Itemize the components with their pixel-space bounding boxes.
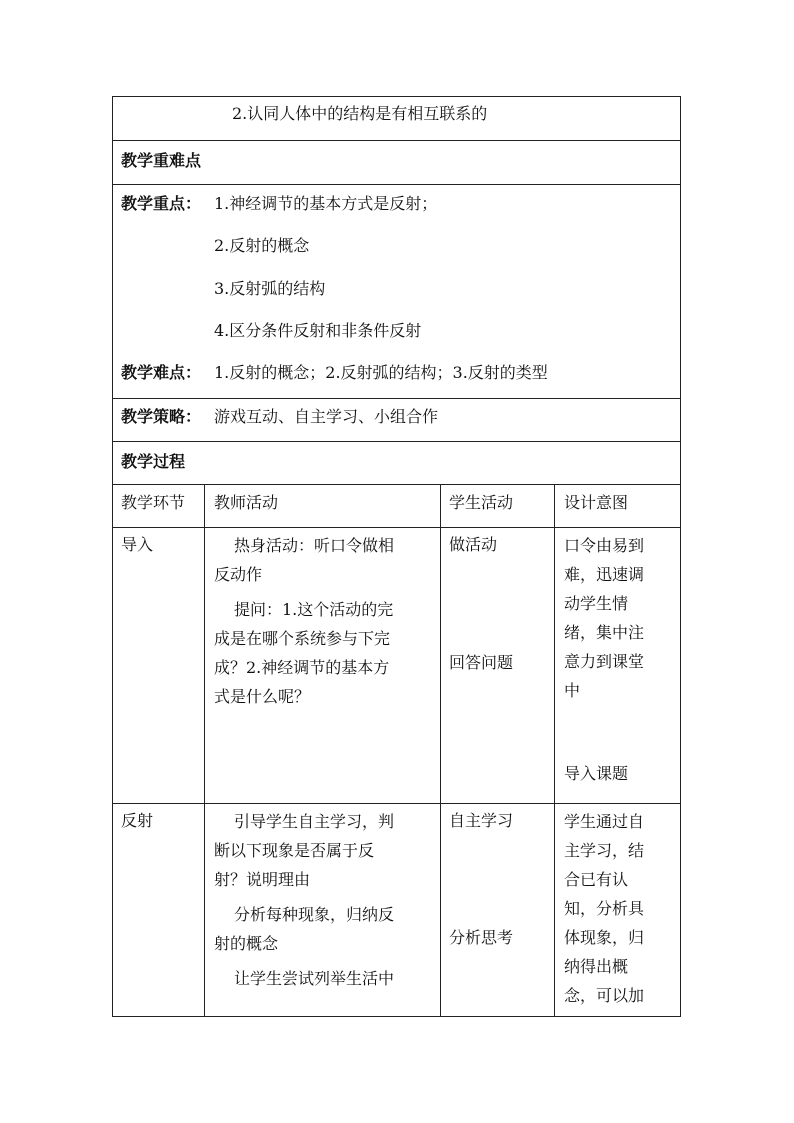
key-points-label: 教学重点： <box>121 194 202 213</box>
process-heading-row <box>113 442 680 485</box>
text-line: 知，分析具 <box>564 899 645 918</box>
student-activity: 分析思考 <box>449 928 514 947</box>
strategy-text: 游戏互动、自主学习、小组合作 <box>214 407 439 426</box>
text-line: 热身活动：听口令做相 <box>234 536 395 555</box>
teacher-cell <box>214 807 434 993</box>
objective-text: 2.认同人体中的结构是有相互联系的 <box>232 104 488 123</box>
text-line: 让学生尝试列举生活中 <box>234 969 395 988</box>
text-line: 中 <box>564 681 581 700</box>
text-line: 射？说明理由 <box>214 870 311 889</box>
text-line: 意力到课堂 <box>564 652 645 671</box>
process-heading: 教学过程 <box>121 452 186 471</box>
intent-cell <box>564 531 674 705</box>
text-line: 成是在哪个系统参与下完 <box>214 629 391 648</box>
process-table <box>113 485 680 1016</box>
table-row <box>113 528 680 804</box>
objective-row <box>113 97 680 141</box>
strategy-label: 教学策略： <box>121 407 202 426</box>
key-point-1: 1.神经调节的基本方式是反射； <box>214 194 438 213</box>
difficult-points-label: 教学难点： <box>121 363 202 382</box>
key-point-2: 2.反射的概念 <box>214 236 310 255</box>
table-header-row <box>113 485 680 528</box>
student-activity: 自主学习 <box>449 811 514 830</box>
text-line: 提问：1.这个活动的完 <box>234 600 394 619</box>
stage-cell: 导入 <box>121 535 154 554</box>
student-activity: 回答问题 <box>449 653 514 672</box>
difficult-points-text: 1.反射的概念；2.反射弧的结构；3.反射的类型 <box>214 363 548 382</box>
key-difficult-heading: 教学重难点 <box>121 151 202 170</box>
key-point-4: 4.区分条件反射和非条件反射 <box>214 321 422 340</box>
text-line: 分析每种现象，归纳反 <box>234 905 395 924</box>
table-row <box>113 804 680 1016</box>
text-line: 难，迅速调 <box>564 565 645 584</box>
stage-cell: 反射 <box>121 811 154 830</box>
text-line: 绪，集中注 <box>564 623 645 642</box>
text-line: 念，可以加 <box>564 986 645 1005</box>
text-line: 式是什么呢？ <box>214 687 311 706</box>
text-line: 引导学生自主学习，判 <box>234 812 395 831</box>
key-point-3: 3.反射弧的结构 <box>214 279 326 298</box>
lesson-plan-table <box>112 96 681 1017</box>
text-line: 射的概念 <box>214 934 279 953</box>
text-line: 动学生情 <box>564 594 629 613</box>
header-stage: 教学环节 <box>121 493 186 512</box>
text-line: 成？2.神经调节的基本方 <box>214 658 390 677</box>
key-difficult-heading-row <box>113 141 680 185</box>
student-activity: 做活动 <box>449 535 498 554</box>
text-line: 口令由易到 <box>564 536 645 555</box>
teacher-cell <box>214 531 434 711</box>
text-line: 体现象，归 <box>564 928 645 947</box>
text-line: 学生通过自 <box>564 812 645 831</box>
text-line: 断以下现象是否属于反 <box>214 841 375 860</box>
text-line: 反动作 <box>214 565 263 584</box>
intent-cell <box>564 807 674 1010</box>
text-line: 纳得出概 <box>564 957 629 976</box>
text-line: 主学习，结 <box>564 841 645 860</box>
strategy-row <box>113 399 680 442</box>
text-line: 合已有认 <box>564 870 629 889</box>
header-intent: 设计意图 <box>564 493 629 512</box>
intent-text: 导入课题 <box>564 764 629 783</box>
header-student: 学生活动 <box>449 493 514 512</box>
header-teacher: 教师活动 <box>214 493 279 512</box>
key-points-row <box>113 185 680 399</box>
